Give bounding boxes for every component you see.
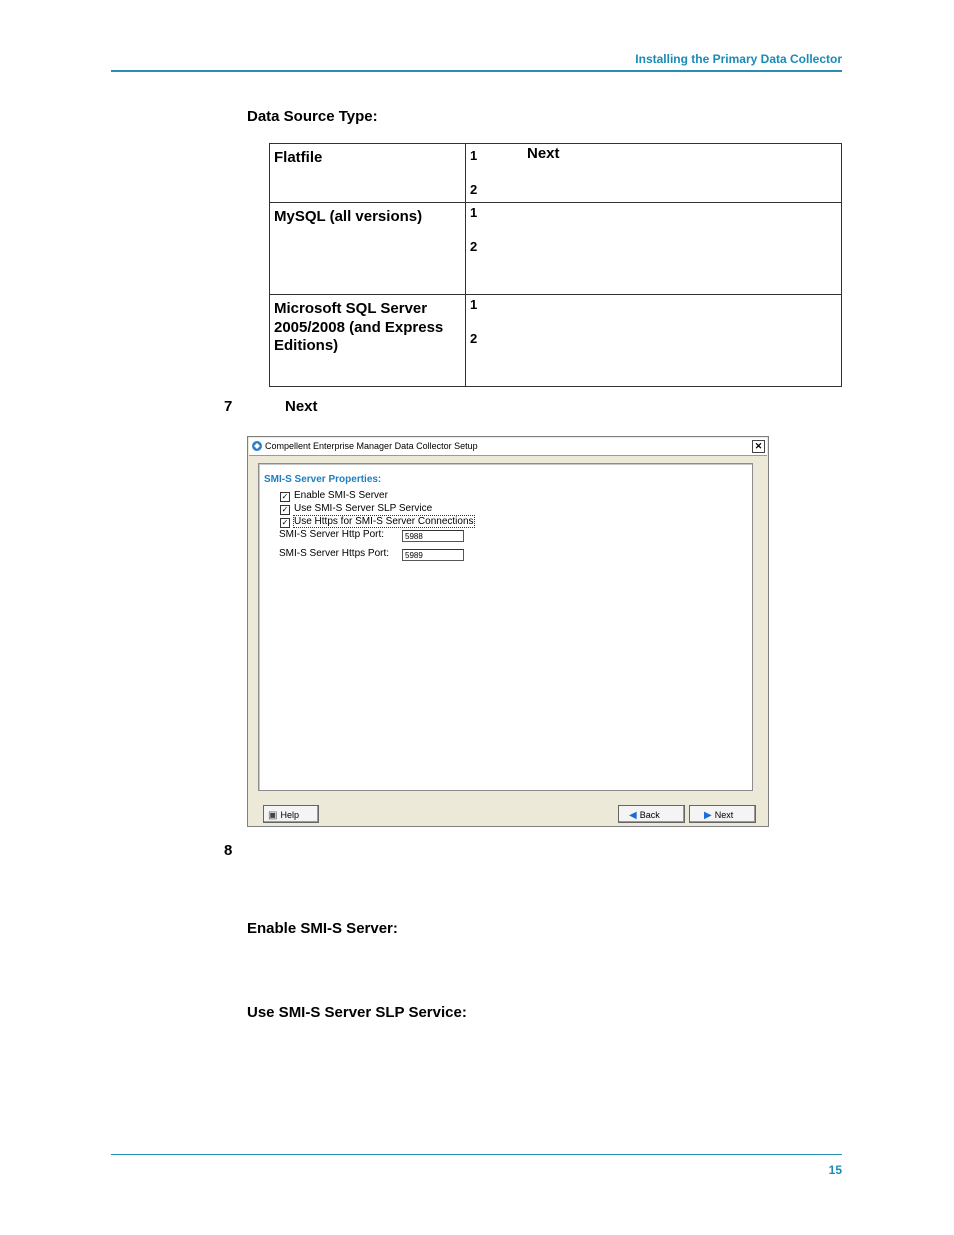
back-button-label: Back xyxy=(639,810,660,820)
checkbox-check-icon[interactable]: ✓ xyxy=(281,518,289,527)
http-port-label: SMI-S Server Http Port: xyxy=(279,529,385,540)
app-icon xyxy=(251,440,263,452)
checkbox-check-icon[interactable]: ✓ xyxy=(281,492,289,501)
back-button[interactable] xyxy=(618,805,685,823)
use-slp-checkbox[interactable] xyxy=(280,503,432,515)
help-button-label: Help xyxy=(280,810,299,820)
panel-title: SMI-S Server Properties: xyxy=(264,474,382,485)
enable-smis-checkbox[interactable] xyxy=(280,490,388,502)
help-icon: ▣ xyxy=(268,810,278,821)
table-row xyxy=(270,144,842,203)
back-arrow-icon: ◀ xyxy=(629,810,637,821)
https-port-input[interactable]: 5989 xyxy=(402,549,464,561)
help-button[interactable] xyxy=(263,805,319,823)
table-row xyxy=(270,295,842,387)
checkbox-label: Enable SMI-S Server xyxy=(294,490,388,501)
enable-smis-heading: Enable SMI-S Server: xyxy=(247,920,398,937)
properties-panel xyxy=(258,463,753,791)
next-word: Next xyxy=(527,145,560,162)
cell-flatfile: Flatfile xyxy=(270,144,466,203)
next-button-label: Next xyxy=(714,810,734,820)
checkbox-check-icon[interactable]: ✓ xyxy=(281,505,289,514)
step-7-number: 7 xyxy=(224,398,233,415)
cell-mysql: MySQL (all versions) xyxy=(270,203,466,295)
step-number: 1 xyxy=(470,205,478,220)
cell-mssql: Microsoft SQL Server 2005/2008 (and Express Editions) xyxy=(270,295,466,387)
step-number: 2 xyxy=(470,182,478,197)
cell-flatfile-steps xyxy=(466,144,842,203)
step-number: 1 xyxy=(470,297,478,312)
use-https-checkbox[interactable] xyxy=(280,516,474,528)
checkbox-label: Use Https for SMI-S Server Connections xyxy=(294,516,474,527)
header-rule xyxy=(111,70,842,72)
cell-mysql-steps xyxy=(466,203,842,295)
step-8-number: 8 xyxy=(224,842,233,859)
close-icon[interactable]: ✕ xyxy=(752,440,765,453)
use-slp-heading: Use SMI-S Server SLP Service: xyxy=(247,1004,467,1021)
page-number: 15 xyxy=(828,1163,842,1177)
step-number: 1 xyxy=(470,148,478,163)
step-7-next-word: Next xyxy=(285,398,318,415)
step-number: 2 xyxy=(470,239,478,254)
http-port-input[interactable]: 5988 xyxy=(402,530,464,542)
https-port-label: SMI-S Server Https Port: xyxy=(279,548,390,559)
data-source-table xyxy=(269,143,842,387)
data-source-type-label: Data Source Type: xyxy=(247,108,378,125)
setup-dialog xyxy=(247,436,769,827)
running-header: Installing the Primary Data Collector xyxy=(635,52,842,66)
dialog-titlebar xyxy=(249,438,767,456)
footer-rule xyxy=(111,1154,842,1155)
cell-mssql-steps xyxy=(466,295,842,387)
next-arrow-icon: ▶ xyxy=(704,810,712,821)
next-button[interactable] xyxy=(689,805,756,823)
table-row xyxy=(270,203,842,295)
dialog-title: Compellent Enterprise Manager Data Collector Setup xyxy=(265,441,478,451)
checkbox-label: Use SMI-S Server SLP Service xyxy=(294,503,433,514)
step-number: 2 xyxy=(470,331,478,346)
